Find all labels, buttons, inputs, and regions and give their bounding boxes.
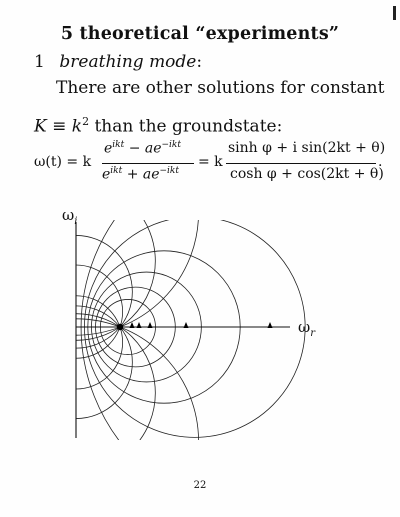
real-symbol: ω <box>298 318 311 336</box>
d1-base: e <box>102 166 111 183</box>
exponent: 2 <box>82 115 90 128</box>
d1-sup: ikt <box>110 166 123 176</box>
n1-mid: − ae <box>124 140 162 157</box>
item-number: 1 <box>34 52 45 72</box>
d1-sup2: −ikt <box>159 166 180 176</box>
equation-lhs: ω(t) = k <box>34 154 92 170</box>
orthogonal-circle-6 <box>0 182 155 341</box>
imag-sub: i <box>74 216 78 227</box>
flow-arrow-5 <box>268 322 273 328</box>
fraction2-numerator: sinh φ + i sin(2kt + θ) <box>228 140 386 156</box>
n1-base: e <box>104 140 113 157</box>
text-rest: than the groundstate: <box>89 116 283 137</box>
equation-period: . <box>378 154 383 170</box>
orthogonal-circle-5 <box>0 314 155 473</box>
item-colon: : <box>196 52 203 72</box>
fraction2-denominator: cosh φ + cos(2kt + θ) <box>230 166 384 182</box>
page-number: 22 <box>193 480 207 491</box>
body-text-line: There are other solutions for constant <box>56 78 385 98</box>
n1-sup2: −ikt <box>161 140 182 150</box>
section-heading: 5 theoretical “experiments” <box>60 24 340 44</box>
flow-arrow-2 <box>137 322 142 328</box>
imag-symbol: ω <box>62 206 75 224</box>
d1-mid: + ae <box>122 166 160 183</box>
flow-arrow-3 <box>148 322 153 328</box>
focal-point <box>117 324 123 330</box>
equation-equals: = k <box>198 154 223 170</box>
constant-definition: K ≡ k <box>34 116 83 137</box>
real-sub: r <box>310 328 316 339</box>
flow-arrow-4 <box>184 322 189 328</box>
n1-sup: ikt <box>112 140 125 150</box>
item-title: breathing mode <box>59 52 197 72</box>
